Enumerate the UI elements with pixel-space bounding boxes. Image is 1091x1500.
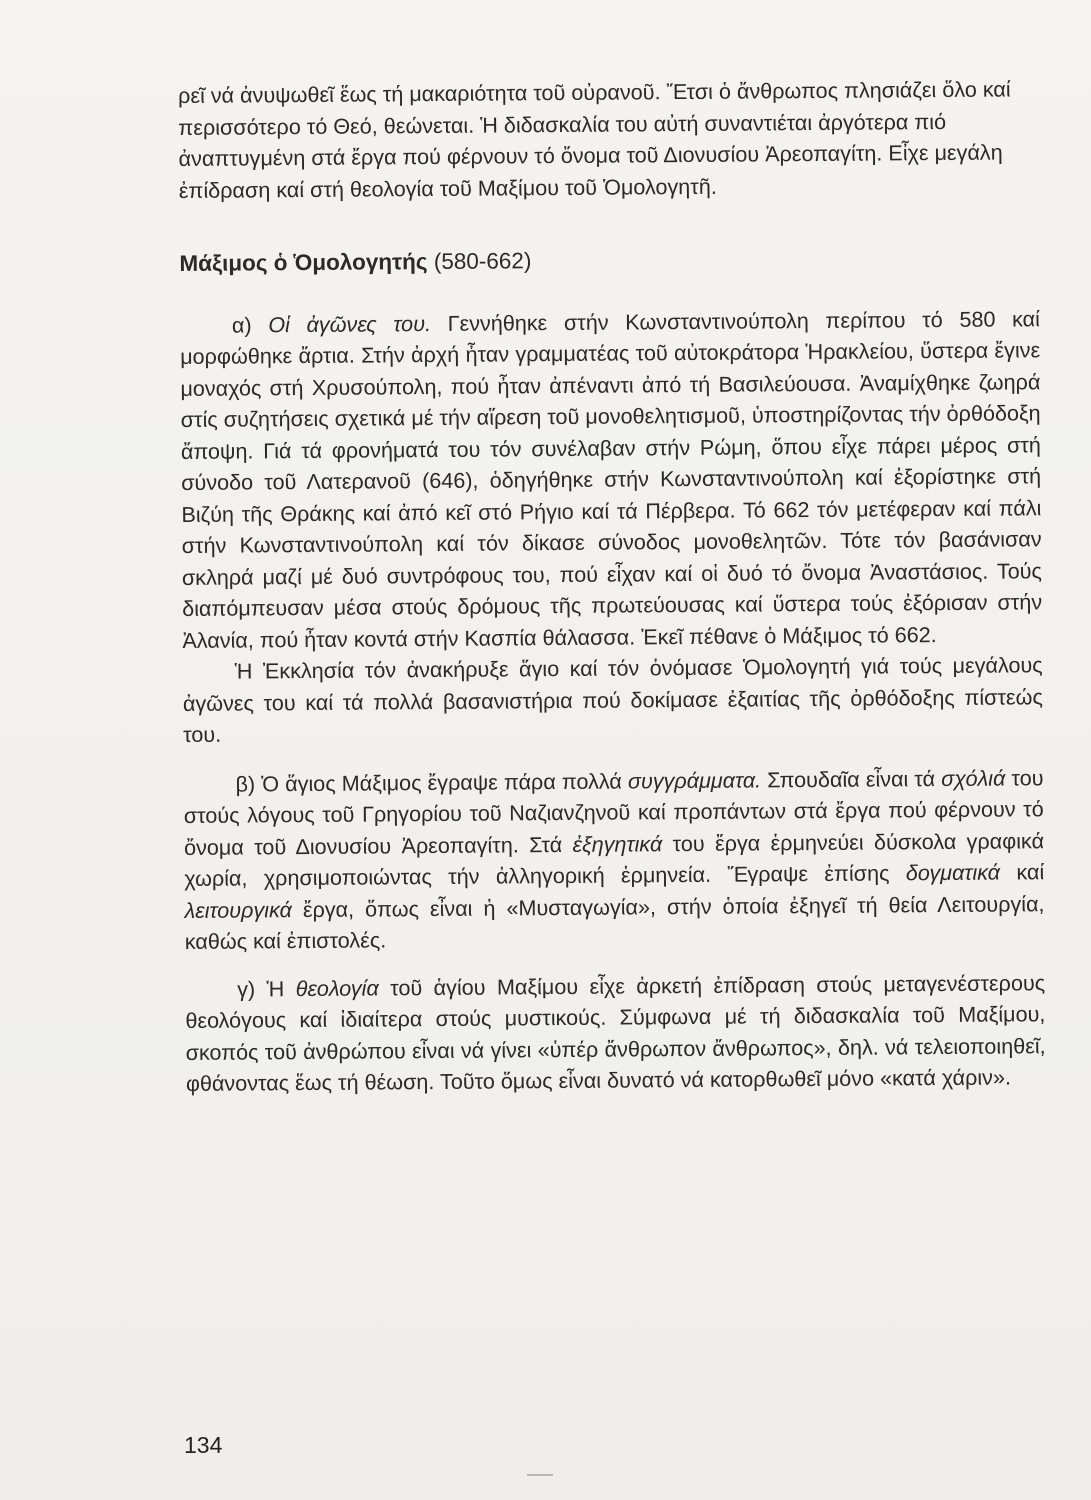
paragraph-c-italic-1: θεολογία (295, 974, 379, 1001)
page-text-block (178, 73, 1046, 1099)
intro-paragraph: ρεῖ νά ἀνυψωθεῖ ἕως τή μακαριότητα τοῦ οὐρανοῦ. Ἔτσι ὁ ἄνθρωπος πλησιάζει ὅλο καί περισσότερο τό Θεό, θεώνεται. Ἡ διδασκαλία του αὐτή συναντιέται ἀργότερα πιό ἀναπτυγμένη στά ἔργα πού φέρνουν τό ὄνομα τοῦ Διονυσίου Ἀρεοπαγίτη. Εἶχε μεγάλη ἐπίδραση καί στή θεολογία τοῦ Μαξίμου τοῦ Ὁμολογητῆ. (178, 76, 1011, 203)
paragraph-b-text-6: ἔργα, ὅπως εἶναι ἡ «Μυσταγωγία», στήν ὁποία ἐξηγεῖ τή θεία Λειτουργία, καθώς καί ἐπιστολές. (184, 890, 1045, 954)
heading-dates: (580-662) (427, 248, 532, 275)
paragraph-c-text-1: Ἡ (266, 975, 296, 1001)
paragraph-c-marker: γ) (237, 975, 267, 1002)
paragraph-b-italic-3: ἐξηγητικά (572, 830, 663, 857)
paragraph-b-marker: β) (235, 770, 262, 797)
paragraph-b-text-4: του ἔργα ἑρμηνεύει δύσκολα γραφικά χωρία, χρησιμοποιώντας τήν ἀλληγορική ἑρμηνεία. Ἔγραψε ἐπίσης (184, 827, 1045, 891)
paragraph-b-text-3: του στούς λόγους τοῦ Γρηγορίου τοῦ Ναζιανζηνοῦ καί προπάντων στά ἔργα πού φέρνουν τό ὄνομα τοῦ Διονυσίου Ἀρεοπαγίτη. Στά (183, 764, 1044, 860)
heading-name: Μάξιμος ὁ Ὁμολογητής (179, 249, 428, 276)
paragraph-b-text-5: καί (999, 859, 1045, 885)
paragraph-b-italic-5: λειτουργικά (184, 896, 293, 923)
paragraph-a-continuation: Ἡ Ἐκκλησία τόν ἀνακήρυξε ἅγιο καί τόν ὀνόμασε Ὁμολογητή γιά τούς μεγάλους ἀγῶνες του καί τά πολλά βασανιστήρια πού δοκίμασε ἐξαιτίας τῆς ὀρθόδοξης πίστεώς του. (182, 652, 1043, 747)
page-number: 134 (184, 1432, 223, 1458)
paragraph-b-text-1: Ὁ ἅγιος Μάξιμος ἔγραψε πάρα πολλά (261, 767, 628, 796)
paragraph-c-text-2: τοῦ ἁγίου Μαξίμου εἶχε ἀρκετή ἐπίδραση στούς μεταγενέστερους θεολόγους καί ἰδιαίτερα στούς μυστικούς. Σύμφωνα μέ τή διδασκαλία τοῦ Μαξίμου, σκοπός τοῦ ἀνθρώπου εἶναι νά γίνει «ὑπέρ ἄνθρωπον ἄνθρωπος», δηλ. νά τελειοποιηθεῖ, φθάνοντας ἕως τή θέωση. Τοῦτο ὅμως εἶναι δυνατό νά κατορθωθεῖ μόνο «κατά χάριν». (185, 969, 1046, 1096)
paragraph-b-text-2: Σπουδαῖα εἶναι τά (761, 765, 942, 792)
section-heading (179, 241, 1039, 279)
paragraph-a-marker: α) (231, 311, 269, 338)
paragraph-a-text: Γεννήθηκε στήν Κωνσταντινούπολη περίπου τό 580 καί μορφώθηκε ἄρτια. Στήν ἀρχή ἦταν γραμματέας τοῦ αὐτοκράτορα Ἡρακλείου, ὕστερα ἔγινε μοναχός στή Χρυσούπολη, πού ἦταν ἀπέναντι ἀπό τή Βασιλεύουσα. Ἀναμίχθηκε ζωηρά στίς συζητήσεις σχετικά μέ τήν αἵρεση τοῦ μονοθελητισμοῦ, ὑποστηρίζοντας τήν ὀρθόδοξη ἄποψη. Γιά τά φρονήματά του τόν συνέλαβαν στήν Ρώμη, ὅπου εἶχε πάρει μέρος στή σύνοδο τοῦ Λατερανοῦ (646), ὁδηγήθηκε στήν Κωνσταντινούπολη καί ἐξορίστηκε στή Βιζύη τῆς Θράκης καί ἀπό κεῖ στό Ρήγιο καί τά Πέρβερα. Τό 662 τόν μετέφεραν καί πάλι στήν Κωνσταντινούπολη καί τόν δίκασε σύνοδος μονοθελητῶν. Τότε τόν βασάνισαν σκληρά μαζί μέ δυό συντρόφους του, πού εἶχαν καί οἱ δυό τό ὄνομα Ἀναστάσιος. Τούς διαπόμπευσαν μέσα στούς δρόμους τῆς πρωτεύουσας καί ὕστερα τούς ἐξόρισαν στήν Ἀλανία, πού ἦταν κοντά στήν Κασπία θάλασσα. Ἐκεῖ πέθανε ὁ Μάξιμος τό 662. (180, 305, 1043, 653)
paragraph-a-italic: Οἱ ἀγῶνες του. (268, 310, 432, 337)
paragraph-b-italic-2: σχόλιά (941, 765, 1006, 791)
paragraph-b (183, 762, 1044, 958)
paragraph-c (185, 967, 1046, 1100)
decorative-dash (527, 1474, 553, 1476)
paragraph-b-italic-1: συγγράμματα. (627, 766, 762, 793)
paragraph-a (180, 303, 1043, 656)
paragraph-b-italic-4: δογματικά (905, 859, 1001, 886)
